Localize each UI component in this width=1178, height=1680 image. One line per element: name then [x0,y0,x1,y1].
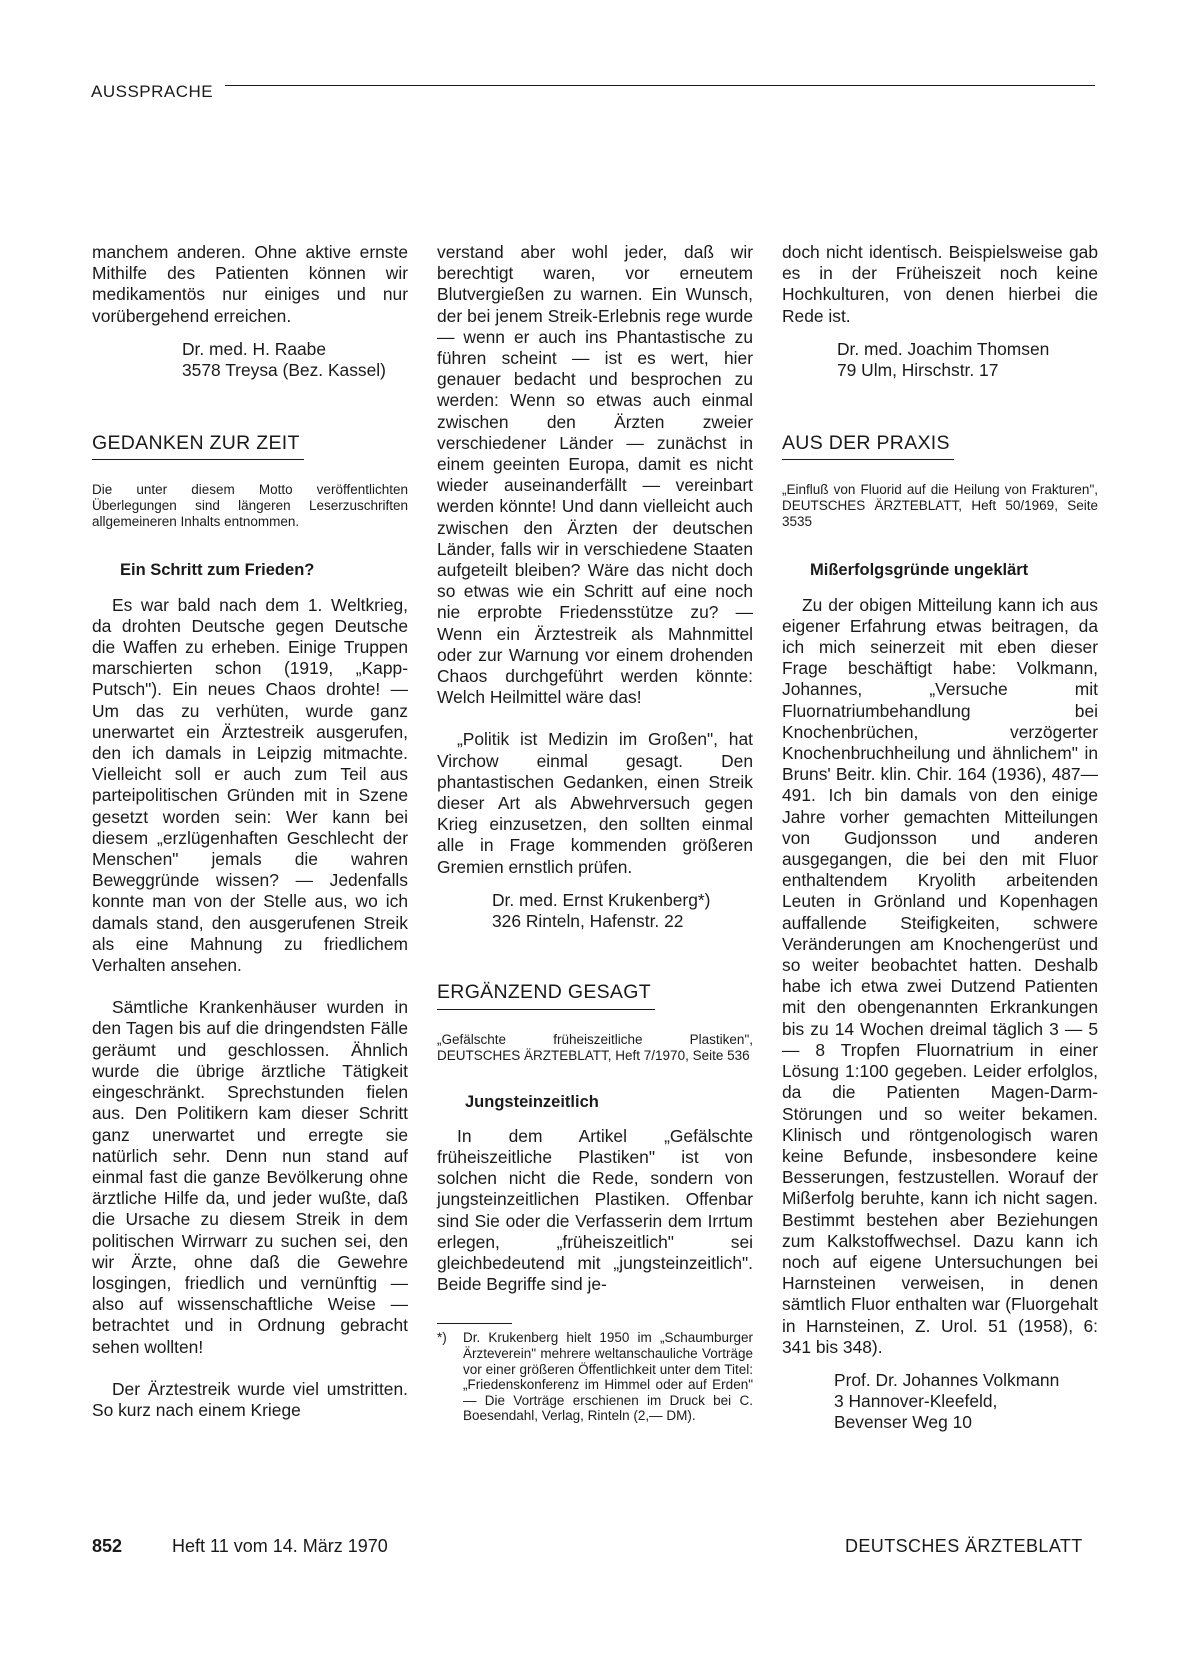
footnote [437,1330,753,1424]
journal-name: DEUTSCHES ÄRZTEBLATT [845,1536,1083,1556]
paragraph: verstand aber wohl jeder, daß wir berechtigt waren, vor erneutem Blutvergießen zu warnen. Ein Wunsch, der bei jenem Streik-Erlebnis rege wurde — wenn er auch ins Phantastische zu führen scheint — ist es wert, hier genauer bedacht und besprochen zu werden: Wenn so etwas auch einmal zwischen den Ärzten zweier verschiedener Länder — zunächst in einem geeinten Europa, damit es nicht wieder auseinanderfällt — vereinbart werden könnte! Und dann vielleicht auch zwischen den Ärzten der deutschen Länder, falls wir in verschiedene Staaten aufgeteilt bleiben? Wäre das nicht doch so etwas wie ein Schritt auf eine noch nie erprobte Friedensstütze zu? — Wenn ein Ärztestreik als Mahnmittel oder zur Warnung vor einem drohenden Chaos durchgeführt werden könnte: Welch Heilmittel wäre das! [437,242,753,708]
article-reference: „Gefälschte frühеiszeitliche Plastiken", DEUTSCHES ÄRZTEBLATT, Heft 7/1970, Seite 536 [437,1031,753,1063]
footnote-text: Dr. Krukenberg hielt 1950 im „Schaumburger Ärzteverein" mehrere weltanschauliche Vorträge vor einer größeren Öffentlichkeit unter dem Titel: „Friedenskonferenz im Himmel oder auf Erden" — Die Vorträge erschienen im Druck bei C. Boesendahl, Verlag, Rinteln (2,— DM). [463,1330,753,1424]
section-heading-wrap [92,433,408,460]
footnote-mark: *) [437,1330,447,1346]
signature-address: 3578 Treysa (Bez. Kassel) [182,360,386,381]
article-title: Jungsteinzeitlich [465,1092,599,1111]
article-reference: „Einfluß von Fluorid auf die Heilung von Frakturen", DEUTSCHES ÄRZTEBLATT, Heft 50/1969, Seite 3535 [782,482,1098,530]
signature-name: Dr. med. Joachim Thomsen [837,338,1050,359]
signature-name: Dr. med. H. Raabe [182,338,327,359]
column-2 [437,242,753,1424]
section-heading: ERGÄNZEND GESAGT [437,982,655,1009]
article-title: Mißerfolgsgründe ungeklärt [810,561,1029,580]
section-heading-wrap [782,433,1098,460]
section-heading: AUS DER PRAXIS [782,433,954,460]
signature [782,339,1098,381]
signature [782,1370,1098,1434]
paragraph: manchem anderen. Ohne aktive ernste Mithilfe des Patienten können wir medikamentös nur einiges und nur vorübergehend erreichen. [92,242,408,326]
header-section-label: AUSSPRACHE [91,82,214,101]
paragraph: Es war bald nach dem 1. Weltkrieg, da drohten Deutsche gegen Deutsche die Waffen zu erheben. Einige Truppen marschierten schon (1919, „Kapp-Putsch"). Ein neues Chaos drohte! — Um das zu verhüten, wurde ganz unerwartet ein Ärztestreik ausgerufen, den ich damals in Leipzig mitmachte. Vielleicht soll er auch zum Teil aus parteipolitischen Gründen mit in Szene gesetzt worden sein: Wer kann bei diesem „erzlügenhaften Geschlecht der Menschen" jemals die wahren Beweggründe wissen? — Jedenfalls konnte man von der Stelle aus, wo ich damals stand, den ausgerufenen Streik als eine Mahnung zu friedlichem Verhalten ansehen. [92,594,408,976]
paragraph: Sämtliche Krankenhäuser wurden in den Tagen bis auf die dringendsten Fälle geräumt und geschlossen. Ähnlich wurde die übrige ärztliche Tätigkeit eingeschränkt. Sprechstunden fielen aus. Den Politikern kam dieser Schritt ganz unerwartet und erregte sie natürlich sehr. Denn nun stand auf einmal fast die ganze Bevölkerung ohne ärztliche Hilfe da, und jeder wußte, daß die Ursache zu diesem Streik in dem politischen Wirrwarr zu suchen sei, den wir Ärzte, ohne daß die Gewehre losgingen, friedlich und vernünftig — also auf wissenschaftliche Weise — betrachtet und in Ordnung gebracht sehen wollten! [92,997,408,1357]
column-1 [92,242,408,1421]
section-intro: Die unter diesem Motto veröffentlichten Überlegungen sind längeren Leserzuschriften allgemeineren Inhalts entnommen. [92,482,408,530]
section-heading-wrap [437,982,753,1009]
signature [92,339,408,381]
signature-address: 79 Ulm, Hirschstr. 17 [837,360,999,381]
paragraph: doch nicht identisch. Beispielsweise gab es in der Frühеiszeit noch keine Hochkulturen, von denen hierbei die Rede ist. [782,242,1098,326]
paragraph: Zu der obigen Mitteilung kann ich aus eigener Erfahrung etwas beitragen, da ich mich seinerzeit mit eben dieser Frage beschäftigt habe: Volkmann, Johannes, „Versuche mit Fluornatriumbehandlung bei Knochenbrüchen, verzögerter Knochenbruchheilung und ähnlichem" in Bruns' Beitr. klin. Chir. 164 (1936), 487—491. Ich bin damals von den einige Jahre vorher gemachten Mitteilungen von Gudjonsson und anderen ausgegangen, die bei den mit Fluor enthaltendem Kryolith arbeitenden Leuten in Grönland und Kopenhagen auffallende Steifigkeiten, schwere Veränderungen am Knochengerüst und so weiter beobachtet hatten. Deshalb habe ich etwa zwei Dutzend Patienten mit den obengenannten Erkrankungen bis zu 14 Wochen dreimal täglich 3 — 5 — 8 Tropfen Fluornatrium in einer Lösung 1:100 gegeben. Leider erfolglos, da die Patienten Magen-Darm-Störungen und so weiter bekamen. Klinisch und röntgenologisch waren keine Befunde, insbesondere keine Besserungen, festzustellen. Worauf der Mißerfolg beruhte, kann ich nicht sagen. Bestimmt bestehen aber Beziehungen zum Kalkstoffwechsel. Dazu kann ich noch auf eigene Untersuchungen bei Harnsteinen verweisen, in denen sämtlich Fluor enthalten war (Fluorgehalt in Harnsteinen, Z. Urol. 51 (1958), 6: 341 bis 348). [782,594,1098,1357]
section-heading: GEDANKEN ZUR ZEIT [92,433,304,460]
signature-name: Dr. med. Ernst Krukenberg*) [492,889,711,910]
signature-name: Prof. Dr. Johannes Volkmann [834,1369,1060,1390]
signature-address-line-2: Bevenser Weg 10 [834,1412,972,1433]
signature-address-line-1: 3 Hannover-Kleefeld, [834,1391,998,1412]
paragraph: Der Ärztestreik wurde viel umstritten. So kurz nach einem Kriege [92,1378,408,1420]
paragraph: „Politik ist Medizin im Großen", hat Virchow einmal gesagt. Den phantastischen Gedanken, einen Streik dieser Art als Abwehrversuch gegen Krieg einzusetzen, den sollten einmal alle in Frage kommenden größeren Gremien ernstlich prüfen. [437,729,753,877]
paragraph: In dem Artikel „Gefälschte frühеiszeitliche Plastiken" ist von solchen nicht die Rede, sondern von jungsteinzeitlichen Plastiken. Offenbar sind Sie oder die Verfasserin dem Irrtum erlegen, „frühеiszeitlich" sei gleichbedeutend mit „jungsteinzeitlich". Beide Begriffe sind je- [437,1125,753,1295]
article-title: Ein Schritt zum Frieden? [120,561,315,580]
issue-info: Heft 11 vom 14. März 1970 [172,1536,388,1556]
signature-address: 326 Rinteln, Hafenstr. 22 [492,911,684,932]
header-rule [225,85,1095,86]
footnote-rule [437,1323,512,1324]
column-3 [782,242,1098,1434]
page-number: 852 [92,1536,123,1556]
signature [437,890,753,932]
